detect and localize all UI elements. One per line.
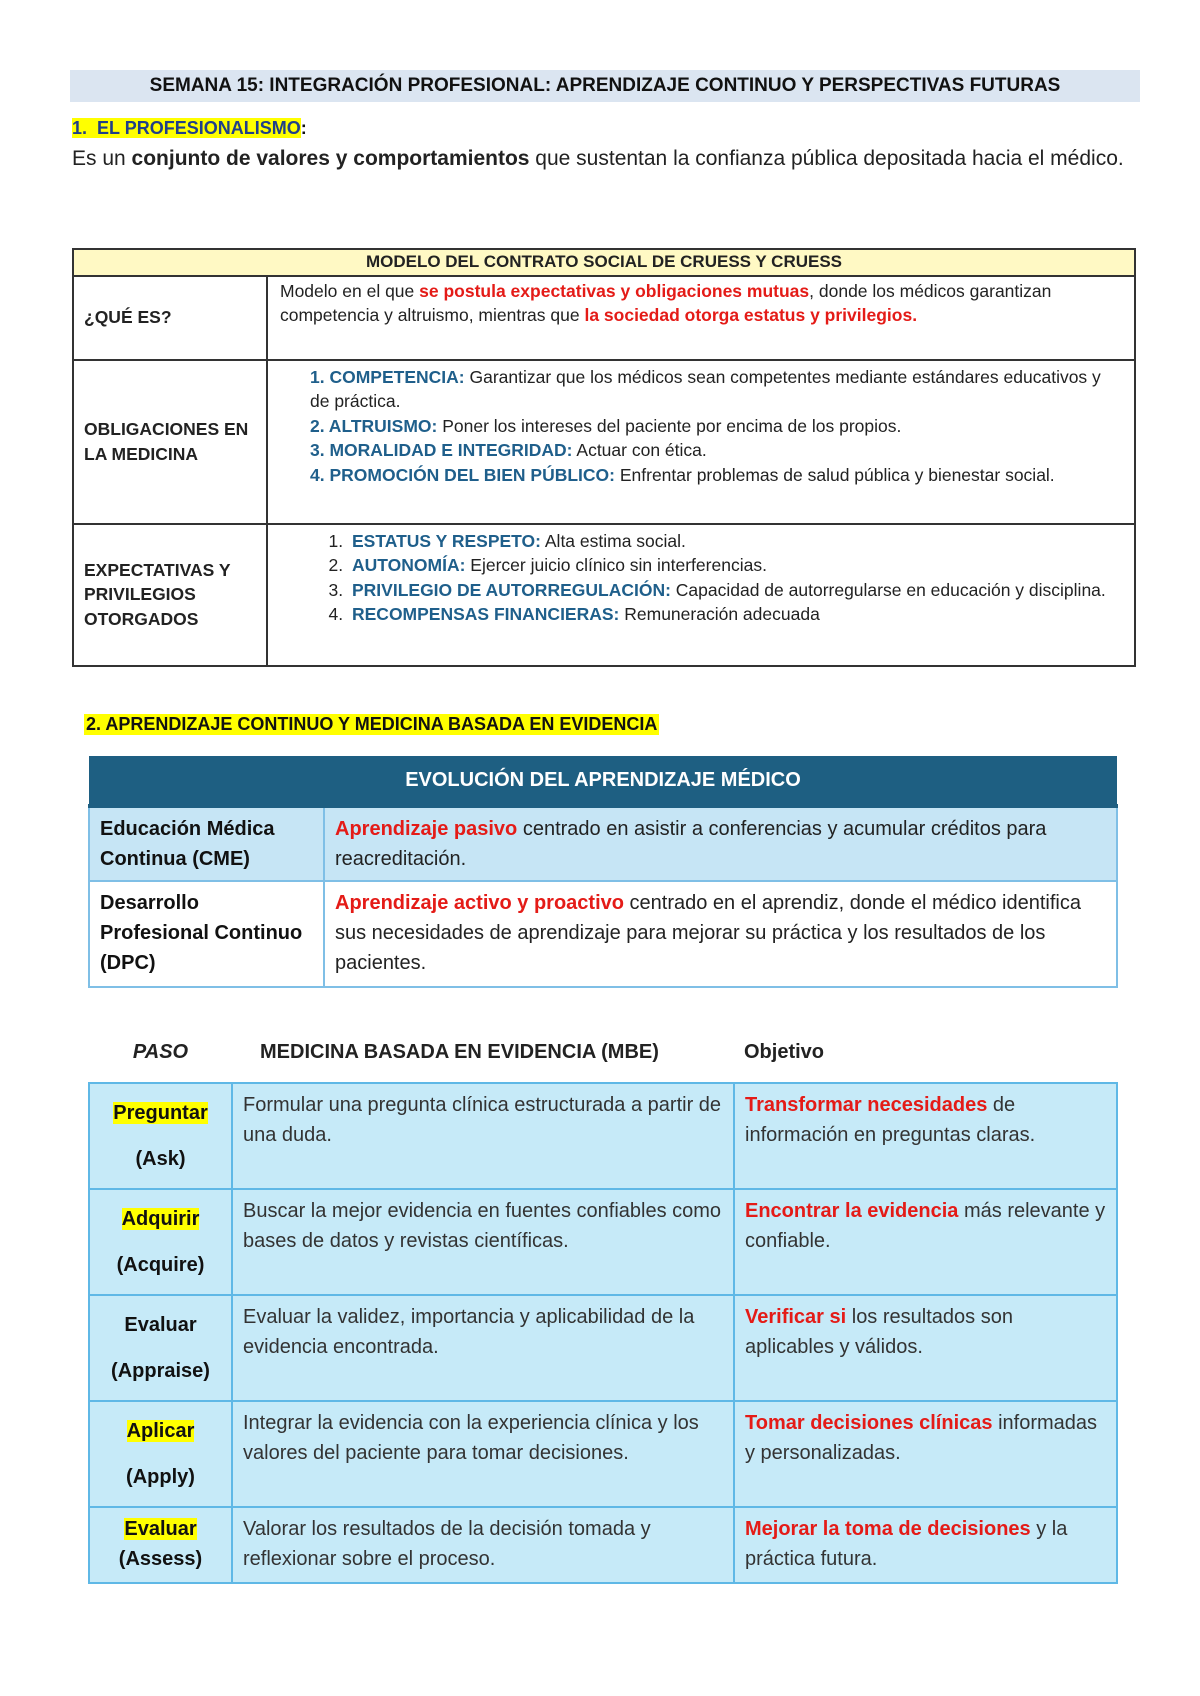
mbe-desc: Formular una pregunta clínica estructurada a partir de una duda. [232,1083,734,1189]
mbe-step: Adquirir (Acquire) [89,1189,232,1295]
evolucion-row-label: Desarrollo Profesional Continuo (DPC) [89,881,324,987]
mbe-step: Evaluar (Assess) [89,1507,232,1583]
mbe-step: Aplicar (Apply) [89,1401,232,1507]
mbe-desc: Evaluar la validez, importancia y aplicabilidad de la evidencia encontrada. [232,1295,734,1401]
evolucion-row-content: Aprendizaje activo y proactivo centrado en el aprendiz, donde el médico identifica sus necesidades de aprendizaje para mejorar su práctica y los resultados de los pacientes. [324,881,1117,987]
table-row [89,1295,1117,1401]
expectativas-list [268,529,1122,627]
evolucion-header: EVOLUCIÓN DEL APRENDIZAJE MÉDICO [89,756,1117,806]
list-item: 4. PROMOCIÓN DEL BIEN PÚBLICO: Enfrentar problemas de salud pública y bienestar social. [310,464,1055,485]
professionalism-definition [72,144,1132,173]
table-row [89,1189,1117,1295]
mbe-header-paso: PASO [89,1022,232,1083]
mbe-header-objetivo: Objetivo [734,1022,1117,1083]
table-row [89,1401,1117,1507]
page-title: SEMANA 15: INTEGRACIÓN PROFESIONAL: APRENDIZAJE CONTINUO Y PERSPECTIVAS FUTURAS [70,70,1140,102]
mbe-step: Evaluar (Appraise) [89,1295,232,1401]
section2-heading: 2. APRENDIZAJE CONTINUO Y MEDICINA BASADA EN EVIDENCIA [86,714,658,734]
expectativas-content [267,524,1135,666]
expectativas-label: EXPECTATIVAS Y PRIVILEGIOS OTORGADOS [73,524,267,666]
list-item: 1. COMPETENCIA: Garantizar que los médicos sean competentes mediante estándares educativos y de práctica. [310,366,1101,411]
table-row [89,1507,1117,1583]
section1-heading [72,118,307,139]
mbe-table [88,1022,1118,1584]
list-item: 3. PRIVILEGIO DE AUTORREGULACIÓN: Capacidad de autorregularse en educación y disciplina. [348,578,1122,603]
cruess-table [72,248,1136,667]
def-pre: Es un [72,147,132,170]
obligaciones-label: OBLIGACIONES EN LA MEDICINA [73,360,267,524]
def-post: que sustentan la confianza pública depositada hacia el médico. [529,147,1124,170]
list-item: 2. ALTRUISMO: Poner los intereses del paciente por encima de los propios. [310,415,902,436]
mbe-objetivo: Mejorar la toma de decisiones y la práctica futura. [734,1507,1117,1583]
list-item: 2. AUTONOMÍA: Ejercer juicio clínico sin interferencias. [348,553,1122,578]
mbe-header-mbe: MEDICINA BASADA EN EVIDENCIA (MBE) [232,1022,734,1083]
evolucion-row-content: Aprendizaje pasivo centrado en asistir a conferencias y acumular créditos para reacreditación. [324,806,1117,881]
section1-title: EL PROFESIONALISMO [97,118,301,138]
list-item: 4. RECOMPENSAS FINANCIERAS: Remuneración adecuada [348,602,1122,627]
cruess-header: MODELO DEL CONTRATO SOCIAL DE CRUESS Y CRUESS [73,249,1135,276]
mbe-desc: Buscar la mejor evidencia en fuentes confiables como bases de datos y revistas científicas. [232,1189,734,1295]
mbe-desc: Integrar la evidencia con la experiencia clínica y los valores del paciente para tomar decisiones. [232,1401,734,1507]
section1-colon: : [300,118,307,138]
obligaciones-list [310,365,1122,488]
que-es-content: Modelo en el que se postula expectativas y obligaciones mutuas, donde los médicos garantizan competencia y altruismo, mientras que la sociedad otorga estatus y privilegios. [267,276,1135,360]
list-item: 1. ESTATUS Y RESPETO: Alta estima social. [348,529,1122,554]
mbe-step: Preguntar (Ask) [89,1083,232,1189]
mbe-desc: Valorar los resultados de la decisión tomada y reflexionar sobre el proceso. [232,1507,734,1583]
mbe-objetivo: Transformar necesidades de información en preguntas claras. [734,1083,1117,1189]
que-es-label: ¿QUÉ ES? [73,276,267,360]
evolucion-table [88,756,1118,988]
mbe-objetivo: Verificar si los resultados son aplicables y válidos. [734,1295,1117,1401]
list-item: 3. MORALIDAD E INTEGRIDAD: Actuar con ética. [310,440,707,460]
section1-number: 1. [72,118,88,138]
table-row [89,1083,1117,1189]
def-bold: conjunto de valores y comportamientos [131,147,530,170]
mbe-objetivo: Tomar decisiones clínicas informadas y personalizadas. [734,1401,1117,1507]
evolucion-row-label: Educación Médica Continua (CME) [89,806,324,881]
mbe-objetivo: Encontrar la evidencia más relevante y confiable. [734,1189,1117,1295]
obligaciones-content [267,360,1135,524]
